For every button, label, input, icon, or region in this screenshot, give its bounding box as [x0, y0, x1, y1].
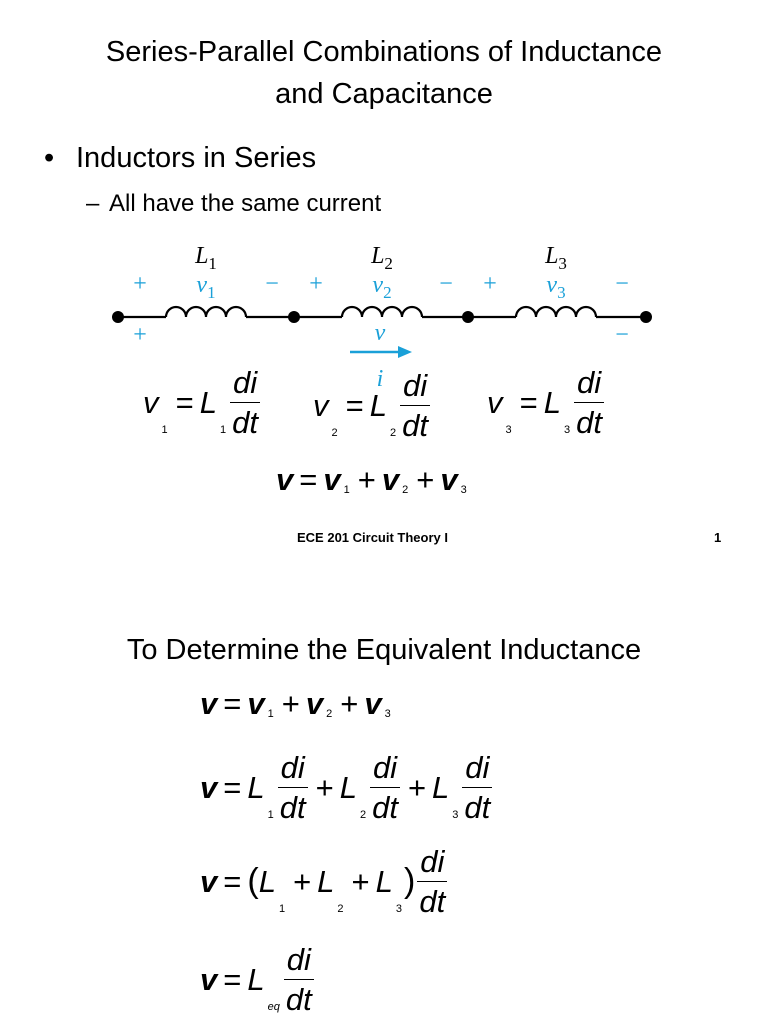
eq-sum-s1: 1 — [343, 484, 350, 496]
eq-b-derivative-1 — [278, 752, 308, 823]
series-inductor-circuit — [100, 236, 660, 386]
minus-v2: − — [439, 271, 453, 297]
equals-sign: = — [299, 462, 318, 497]
minus-v3: − — [615, 271, 629, 297]
equation-expanded-sum — [200, 752, 494, 823]
inductor-coil-3 — [516, 307, 596, 317]
slide-title-line-2: and Capacitance — [275, 78, 493, 110]
frac-den: dt — [400, 405, 430, 441]
equation-voltage-sum — [200, 686, 393, 722]
equals-sign: = — [223, 769, 242, 805]
eq-c-s3: 3 — [395, 903, 403, 915]
eq-c-L1: L — [258, 863, 276, 899]
eq-d-sub-eq: eq — [267, 1001, 280, 1013]
plus-v2: + — [309, 271, 323, 297]
equals-sign: = — [175, 384, 194, 420]
eq-v1-L-sub: 1 — [219, 424, 227, 436]
eq-v3-lhs: v — [487, 384, 503, 420]
plus-sign: + — [357, 462, 376, 497]
eq-v3-derivative — [574, 367, 604, 438]
eq-c-L3: L — [375, 863, 393, 899]
slide-footer: ECE 201 Circuit Theory I — [297, 530, 448, 545]
label-L2: $L_2$ — [371, 243, 393, 273]
inductor-coil-1 — [166, 307, 246, 317]
frac-num: di — [576, 365, 602, 400]
eq-v3-L-sub: 3 — [563, 424, 571, 436]
equation-v2 — [313, 370, 432, 441]
eq-a-t3: v — [364, 686, 382, 721]
plus-sign: + — [416, 462, 435, 497]
eq-d-L: L — [247, 961, 265, 997]
eq-v1-L: L — [199, 384, 217, 420]
eq-sum-t2: v — [381, 462, 400, 497]
equation-factored — [200, 846, 449, 917]
eq-b-s2: 2 — [359, 809, 367, 821]
eq-v1-lhs-sub: 1 — [161, 424, 168, 436]
label-v3: $v_3$ — [546, 272, 566, 302]
frac-den: dt — [284, 979, 314, 1015]
page-number: 1 — [714, 530, 722, 545]
frac-den: dt — [462, 787, 492, 823]
eq-b-L3: L — [432, 769, 450, 805]
label-v1: $v_1$ — [196, 272, 216, 302]
eq-v2-lhs: v — [313, 387, 329, 423]
frac-den: dt — [574, 402, 604, 438]
node-terminal-right — [640, 311, 652, 323]
frac-num: di — [280, 750, 305, 785]
eq-a-lhs: v — [200, 686, 218, 721]
subbullet-same-current: All have the same current — [109, 190, 382, 217]
frac-num: di — [372, 750, 398, 785]
equation-v3 — [487, 367, 606, 438]
eq-b-s1: 1 — [267, 809, 274, 821]
eq-v2-derivative — [400, 370, 430, 441]
equals-sign: = — [519, 384, 538, 420]
plus-sign: + — [293, 863, 312, 899]
eq-d-derivative — [284, 944, 314, 1015]
eq-a-t1: v — [247, 686, 265, 721]
eq-sum-lhs: v — [276, 462, 294, 497]
eq-a-s3: 3 — [384, 708, 391, 720]
frac-num: di — [286, 942, 311, 977]
eq-b-derivative-2 — [370, 752, 400, 823]
plus-sign: + — [281, 686, 300, 721]
eq-c-lhs: v — [200, 863, 218, 899]
slide-title-line-1: Series-Parallel Combinations of Inductance — [105, 36, 663, 68]
eq-a-t2: v — [305, 686, 324, 721]
frac-den: dt — [278, 787, 308, 823]
equals-sign: = — [223, 686, 242, 721]
eq-b-lhs: v — [200, 769, 218, 805]
eq-sum-s2: 2 — [402, 484, 409, 496]
eq-a-s1: 1 — [267, 708, 274, 720]
frac-num: di — [402, 368, 428, 403]
node-terminal-left — [112, 311, 124, 323]
eq-v2-L-sub: 2 — [389, 427, 397, 439]
minus-v1: − — [265, 271, 279, 297]
inductor-coil-2 — [342, 307, 422, 317]
eq-c-s2: 2 — [337, 903, 344, 915]
eq-v2-lhs-sub: 2 — [331, 427, 338, 439]
node-junction-1 — [288, 311, 300, 323]
eq-c-L2: L — [317, 863, 335, 899]
equals-sign: = — [345, 387, 364, 423]
minus-total: − — [615, 322, 629, 348]
label-L3: $L_3$ — [545, 243, 567, 273]
plus-sign: + — [351, 863, 370, 899]
equation-voltage-sum — [276, 462, 469, 498]
equals-sign: = — [223, 961, 242, 997]
subbullet-marker: – — [86, 190, 100, 217]
eq-v1-derivative — [230, 367, 260, 438]
slide-title: To Determine the Equivalent Inductance — [126, 634, 642, 666]
eq-v3-lhs-sub: 3 — [505, 424, 512, 436]
equation-equivalent-inductance — [200, 944, 316, 1015]
frac-num: di — [465, 750, 490, 785]
plus-v1: + — [133, 271, 147, 297]
label-current-i: i — [376, 366, 384, 386]
label-v2: $v_2$ — [372, 272, 392, 302]
bullet-inductors-in-series: Inductors in Series — [76, 142, 317, 174]
eq-d-lhs: v — [200, 961, 218, 997]
eq-sum-s3: 3 — [460, 484, 467, 496]
eq-v1-lhs: v — [143, 384, 159, 420]
eq-a-s2: 2 — [326, 708, 333, 720]
eq-b-L2: L — [339, 769, 357, 805]
eq-c-derivative — [417, 846, 447, 917]
frac-den: dt — [370, 787, 400, 823]
eq-v3-L: L — [543, 384, 561, 420]
equation-v1 — [143, 367, 262, 438]
label-L1: $L_1$ — [195, 243, 217, 273]
plus-sign: + — [315, 769, 334, 805]
frac-den: dt — [417, 881, 447, 917]
node-junction-2 — [462, 311, 474, 323]
open-paren: ( — [247, 862, 259, 900]
frac-den: dt — [230, 402, 260, 438]
label-v-total: v — [374, 320, 386, 346]
close-paren: ) — [404, 862, 416, 900]
eq-b-derivative-3 — [462, 752, 492, 823]
eq-b-L1: L — [247, 769, 265, 805]
equals-sign: = — [223, 863, 242, 899]
eq-sum-t1: v — [323, 462, 341, 497]
bullet-marker: • — [44, 142, 55, 174]
frac-num: di — [420, 844, 445, 879]
eq-sum-t3: v — [440, 462, 458, 497]
frac-num: di — [232, 365, 258, 400]
plus-sign: + — [407, 769, 427, 805]
plus-v3: + — [483, 271, 497, 297]
current-arrow-head — [398, 346, 412, 358]
eq-b-s3: 3 — [452, 809, 459, 821]
slide-2 — [0, 600, 768, 1024]
eq-v2-L: L — [369, 387, 387, 423]
eq-c-s1: 1 — [278, 903, 286, 915]
plus-sign: + — [340, 686, 359, 721]
plus-total: + — [133, 322, 147, 348]
